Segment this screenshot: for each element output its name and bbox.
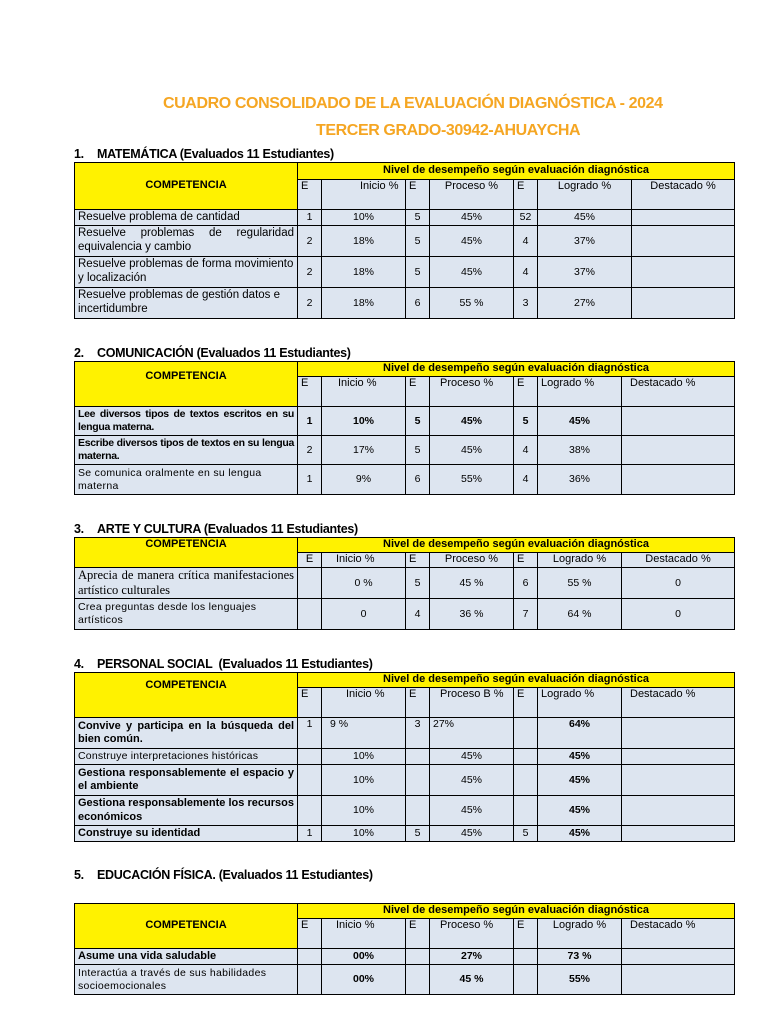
cell-e [406,965,430,995]
cell-competencia: Interactúa a través de sus habilidades socioemocionales [75,965,298,995]
cell-inicio: 9% [322,465,406,495]
cell-proceso: 36 % [430,599,514,630]
cell-e: 5 [406,436,430,465]
cell-inicio: 18% [322,288,406,319]
cell-destacado [622,407,735,436]
header-e: E [514,180,538,210]
header-proceso: Proceso % [430,553,514,568]
table-row [75,436,735,465]
document-title: CUADRO CONSOLIDADO DE LA EVALUACIÓN DIAGNÓSTICA - 2024 [163,95,663,112]
cell-e: 5 [406,826,430,842]
header-destacado: Destacado % [622,688,735,718]
header-nivel: Nivel de desempeño según evaluación diagnóstica [298,904,735,919]
cell-e: 5 [406,257,430,288]
cell-logrado: 64 % [538,599,622,630]
cell-logrado: 45% [538,210,632,226]
section-title-educacion-fisica: 5. EDUCACIÓN FÍSICA. (Evaluados 11 Estudiantes) [74,868,373,882]
cell-competencia: Gestiona responsablemente los recursos económicos [75,796,298,826]
cell-e: 5 [514,826,538,842]
cell-destacado [622,826,735,842]
header-nivel: Nivel de desempeño según evaluación diagnóstica [298,538,735,553]
cell-e: 1 [298,465,322,495]
table-row [75,568,735,599]
cell-e [406,796,430,826]
cell-logrado: 27% [538,288,632,319]
header-competencia: COMPETENCIA [75,904,298,949]
header-e: E [406,688,430,718]
header-proceso: Proceso % [430,919,514,949]
cell-inicio: 18% [322,226,406,257]
header-destacado: Destacado % [632,180,735,210]
cell-e: 2 [298,436,322,465]
cell-inicio: 10% [322,765,406,796]
header-destacado: Destacado % [622,377,735,407]
cell-e [298,765,322,796]
cell-logrado: 38% [538,436,622,465]
header-e: E [298,688,322,718]
table-matematica [74,162,735,319]
cell-logrado: 45% [538,826,622,842]
cell-e [514,749,538,765]
table-row [75,765,735,796]
cell-competencia: Aprecia de manera crítica manifestaciones artístico culturales [75,568,298,599]
cell-inicio: 18% [322,257,406,288]
header-inicio: Inicio % [322,377,406,407]
cell-competencia: Se comunica oralmente en su lengua materna [75,465,298,495]
table-row [75,965,735,995]
cell-competencia: Gestiona responsablemente el espacio y el ambiente [75,765,298,796]
cell-e [298,749,322,765]
cell-inicio: 17% [322,436,406,465]
cell-e: 5 [406,210,430,226]
table-educacion-fisica [74,903,735,995]
header-inicio: Inicio % [322,553,406,568]
header-e: E [514,377,538,407]
header-inicio: Inicio % [322,919,406,949]
cell-e [514,765,538,796]
header-e: E [514,919,538,949]
cell-e: 5 [406,407,430,436]
cell-e: 52 [514,210,538,226]
cell-logrado: 64% [538,718,622,749]
cell-competencia: Resuelve problemas de regularidad equivalencia y cambio [75,226,298,257]
cell-e: 5 [406,226,430,257]
header-destacado: Destacado % [622,919,735,949]
cell-competencia: Escribe diversos tipos de textos en su lengua materna. [75,436,298,465]
header-e: E [298,377,322,407]
table-row [75,226,735,257]
cell-e: 4 [514,257,538,288]
cell-destacado [632,226,735,257]
cell-inicio: 10% [322,407,406,436]
table-arte [74,537,735,630]
cell-e: 2 [298,226,322,257]
cell-logrado: 45% [538,765,622,796]
cell-destacado [622,749,735,765]
cell-e: 1 [298,718,322,749]
cell-proceso: 45% [430,257,514,288]
table-row [75,826,735,842]
cell-competencia: Asume una vida saludable [75,949,298,965]
header-e: E [406,919,430,949]
cell-e: 1 [298,407,322,436]
cell-logrado: 73 % [538,949,622,965]
cell-e [514,796,538,826]
cell-e [514,965,538,995]
cell-destacado [622,765,735,796]
header-e: E [406,553,430,568]
cell-e [298,599,322,630]
cell-e: 6 [514,568,538,599]
table-comunicacion [74,361,735,495]
cell-inicio: 10% [322,796,406,826]
cell-e: 1 [298,826,322,842]
cell-proceso: 45% [430,749,514,765]
cell-e: 2 [298,288,322,319]
table-row [75,288,735,319]
header-e: E [514,688,538,718]
cell-inicio: 10% [322,826,406,842]
cell-inicio: 00% [322,949,406,965]
header-inicio: Inicio % [322,688,406,718]
cell-proceso: 45% [430,796,514,826]
table-row [75,407,735,436]
cell-e: 3 [514,288,538,319]
document-subtitle: TERCER GRADO-30942-AHUAYCHA [316,122,581,139]
header-e: E [514,553,538,568]
cell-e: 4 [406,599,430,630]
table-row [75,718,735,749]
cell-proceso: 45% [430,826,514,842]
cell-competencia: Resuelve problemas de forma movimiento y localización [75,257,298,288]
cell-competencia: Convive y participa en la búsqueda del bien común. [75,718,298,749]
header-e: E [298,919,322,949]
cell-logrado: 37% [538,257,632,288]
header-nivel: Nivel de desempeño según evaluación diagnóstica [298,163,735,180]
header-e: E [406,377,430,407]
cell-destacado [622,718,735,749]
cell-e [514,718,538,749]
cell-proceso: 27% [430,949,514,965]
table-row [75,949,735,965]
cell-logrado: 55 % [538,568,622,599]
cell-destacado [632,288,735,319]
cell-e [406,949,430,965]
cell-e: 4 [514,226,538,257]
cell-e: 7 [514,599,538,630]
cell-e: 2 [298,257,322,288]
cell-competencia: Lee diversos tipos de textos escritos en su lengua materna. [75,407,298,436]
table-row [75,749,735,765]
header-proceso: Proceso B % [430,688,514,718]
section-title-personal-social: 4. PERSONAL SOCIAL (Evaluados 11 Estudiantes) [74,657,373,671]
header-proceso: Proceso % [430,180,514,210]
cell-e [298,965,322,995]
cell-proceso: 55% [430,465,514,495]
cell-proceso: 45 % [430,568,514,599]
cell-competencia: Construye su identidad [75,826,298,842]
header-e: E [406,180,430,210]
header-logrado: Logrado % [538,180,632,210]
cell-competencia: Construye interpretaciones históricas [75,749,298,765]
header-competencia: COMPETENCIA [75,673,298,718]
cell-destacado [622,436,735,465]
table-row [75,599,735,630]
cell-proceso: 55 % [430,288,514,319]
cell-inicio: 0 [322,599,406,630]
cell-e [406,765,430,796]
cell-e: 5 [514,407,538,436]
section-title-comunicacion: 2. COMUNICACIÓN (Evaluados 11 Estudiantes) [74,346,351,360]
cell-e [298,949,322,965]
cell-destacado [632,257,735,288]
header-logrado: Logrado % [538,688,622,718]
header-nivel: Nivel de desempeño según evaluación diagnóstica [298,673,735,688]
cell-e: 1 [298,210,322,226]
cell-proceso: 45 % [430,965,514,995]
cell-logrado: 45% [538,749,622,765]
cell-logrado: 37% [538,226,632,257]
cell-destacado [632,210,735,226]
cell-proceso: 45% [430,407,514,436]
section-title-arte: 3. ARTE Y CULTURA (Evaluados 11 Estudiantes) [74,522,358,536]
cell-logrado: 55% [538,965,622,995]
cell-proceso: 45% [430,436,514,465]
cell-e [298,796,322,826]
cell-competencia: Resuelve problemas de gestión datos e incertidumbre [75,288,298,319]
table-personal-social [74,672,735,842]
header-competencia: COMPETENCIA [75,163,298,210]
cell-proceso: 45% [430,765,514,796]
header-nivel: Nivel de desempeño según evaluación diagnóstica [298,362,735,377]
header-proceso: Proceso % [430,377,514,407]
header-logrado: Logrado % [538,377,622,407]
cell-e: 4 [514,436,538,465]
cell-e [298,568,322,599]
cell-destacado [622,796,735,826]
cell-proceso: 27% [430,718,514,749]
cell-e: 3 [406,718,430,749]
cell-e: 4 [514,465,538,495]
header-inicio: Inicio % [322,180,406,210]
cell-inicio: 10% [322,749,406,765]
cell-destacado [622,965,735,995]
cell-proceso: 45% [430,210,514,226]
cell-inicio: 00% [322,965,406,995]
cell-e [406,749,430,765]
section-title-matematica: 1. MATEMÁTICA (Evaluados 11 Estudiantes) [74,147,334,161]
cell-proceso: 45% [430,226,514,257]
cell-logrado: 45% [538,407,622,436]
header-destacado: Destacado % [622,553,735,568]
table-row [75,257,735,288]
cell-competencia: Crea preguntas desde los lenguajes artísticos [75,599,298,630]
header-e: E [298,180,322,210]
cell-logrado: 45% [538,796,622,826]
cell-e: 6 [406,465,430,495]
cell-inicio: 9 % [322,718,406,749]
header-competencia: COMPETENCIA [75,362,298,407]
table-row [75,796,735,826]
cell-destacado [622,465,735,495]
cell-logrado: 36% [538,465,622,495]
cell-destacado: 0 [622,599,735,630]
cell-e [514,949,538,965]
cell-competencia: Resuelve problema de cantidad [75,210,298,226]
cell-destacado: 0 [622,568,735,599]
table-row [75,210,735,226]
header-competencia: COMPETENCIA [75,538,298,568]
header-logrado: Logrado % [538,553,622,568]
cell-destacado [622,949,735,965]
header-logrado: Logrado % [538,919,622,949]
cell-inicio: 0 % [322,568,406,599]
cell-e: 5 [406,568,430,599]
table-row [75,465,735,495]
cell-e: 6 [406,288,430,319]
header-e: E [298,553,322,568]
cell-inicio: 10% [322,210,406,226]
